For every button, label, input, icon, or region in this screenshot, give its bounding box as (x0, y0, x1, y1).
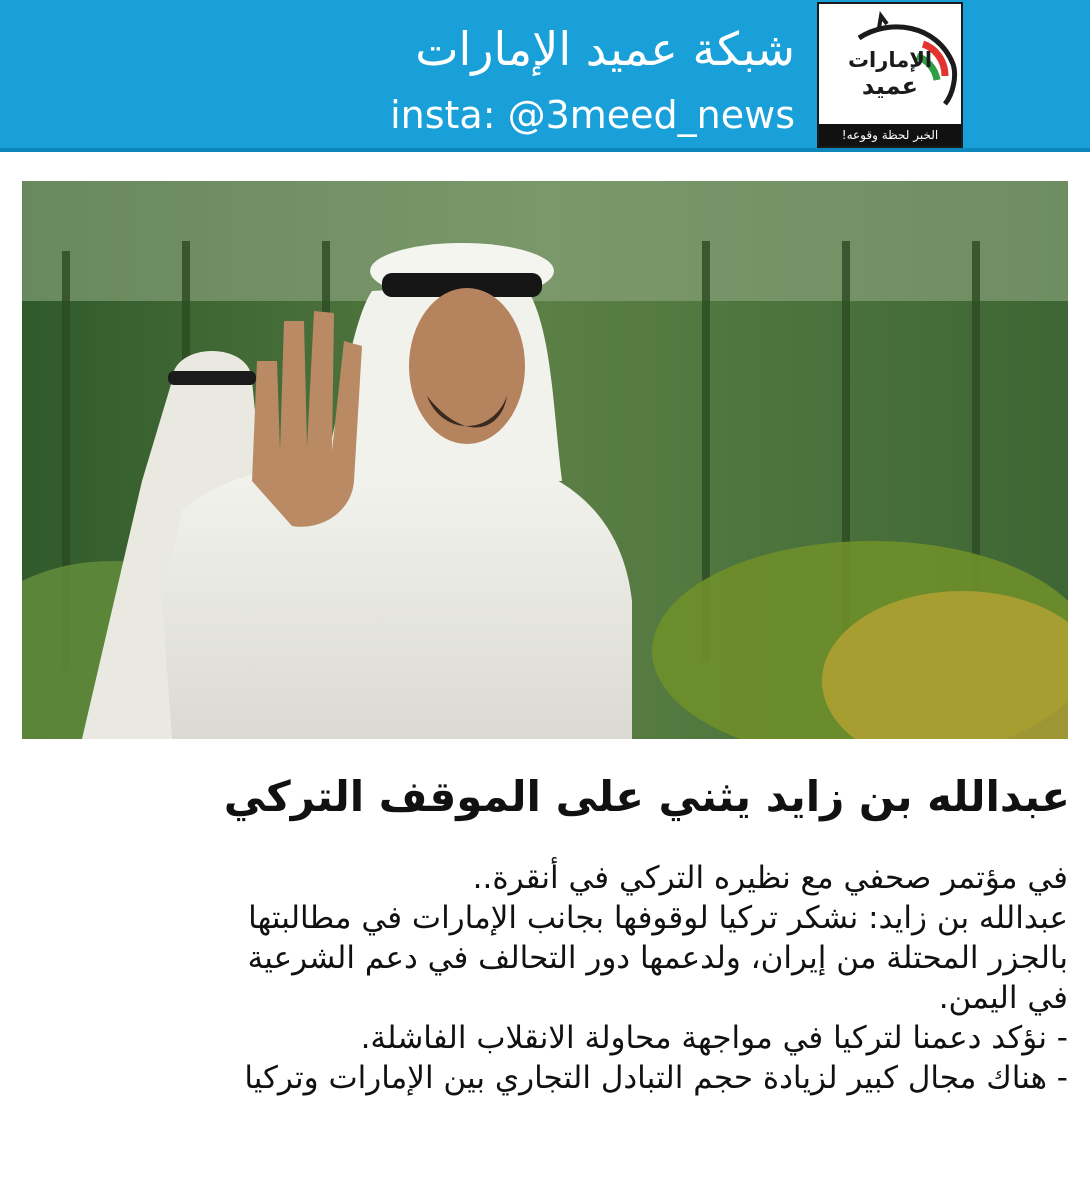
article-body (18, 858, 1068, 1098)
body-line: - هناك مجال كبير لزيادة حجم التبادل التجاري بين الإمارات وتركيا (244, 1060, 1068, 1096)
article-headline: عبدالله بن زايد يثني على الموقف التركي (223, 772, 1070, 821)
news-photo (22, 181, 1068, 739)
logo-tagline: الخبر لحظة وقوعه! (819, 124, 961, 146)
brand-name: شبكة عميد الإمارات (415, 22, 795, 76)
logo-line1: الإمارات (847, 48, 933, 72)
body-line: في اليمن. (938, 980, 1068, 1016)
header-bar (0, 0, 1090, 152)
body-line: عبدالله بن زايد: نشكر تركيا لوقوفها بجانب الإمارات في مطالبتها (248, 900, 1068, 936)
body-line: في مؤتمر صحفي مع نظيره التركي في أنقرة.. (472, 860, 1068, 896)
instagram-handle[interactable]: insta: @3meed_news (390, 93, 795, 137)
body-line: - نؤكد دعمنا لتركيا في مواجهة محاولة الانقلاب الفاشلة. (360, 1020, 1068, 1056)
body-line: بالجزر المحتلة من إيران، ولدعمها دور التحالف في دعم الشرعية (247, 940, 1068, 976)
brand-logo (817, 2, 963, 148)
photo-icon (22, 181, 1068, 739)
logo-line2: عميد (861, 72, 919, 100)
